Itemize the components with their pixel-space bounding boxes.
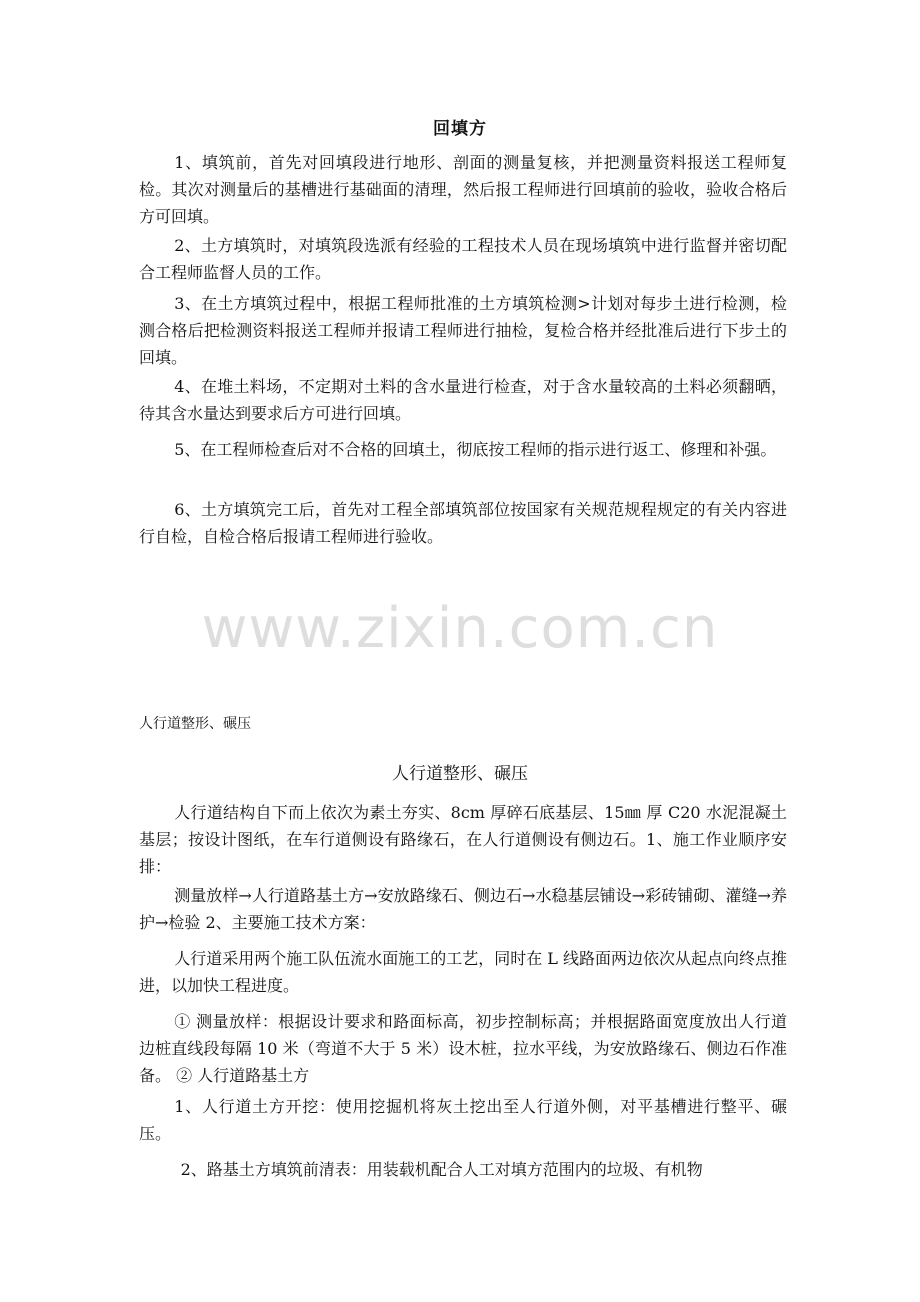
paragraph-6: 6、土方填筑完工后，首先对工程全部填筑部位按国家有关规范规程规定的有关内容进行自检，自检合格后报请工程师进行验收。 <box>139 500 787 546</box>
sidewalk-paragraph-3: 人行道采用两个施工队伍流水面施工的工艺，同时在 L 线路面两边依次从起点向终点推进，以加快工程进度。 <box>139 949 787 995</box>
small-heading-sidewalk: 人行道整形、碾压 <box>139 716 251 732</box>
sidewalk-paragraph-5: 1、人行道土方开挖：使用挖掘机将灰土挖出至人行道外侧，对平基槽进行整平、碾压。 <box>139 1097 787 1143</box>
sidewalk-paragraph-4: ① 测量放样：根据设计要求和路面标高，初步控制标高；并根据路面宽度放出人行道边桩直线段每隔 10 米（弯道不大于 5 米）设木桩，拉水平线，为安放路缘石、侧边石作准备。 ② 人行道路基土方 <box>139 1012 787 1085</box>
paragraph-5: 5、在工程师检查后对不合格的回填土，彻底按工程师的指示进行返工、修理和补强。 <box>174 440 777 459</box>
paragraph-1: 1、填筑前，首先对回填段进行地形、剖面的测量复核，并把测量资料报送工程师复检。其次对测量后的基槽进行基础面的清理，然后报工程师进行回填前的验收，验收合格后方可回填。 <box>139 153 787 226</box>
sidewalk-paragraph-6: 2、路基土方填筑前清表：用装载机配合人工对填方范围内的垃圾、有机物 <box>180 1160 703 1179</box>
paragraph-2: 2、土方填筑时，对填筑段选派有经验的工程技术人员在现场填筑中进行监督并密切配合工程师监督人员的工作。 <box>139 236 787 282</box>
section-title-backfill: 回填方 <box>433 119 487 139</box>
sidewalk-paragraph-2: 测量放样→人行道路基土方→安放路缘石、侧边石→水稳基层铺设→彩砖铺砌、灌缝→养护→检验 2、主要施工技术方案： <box>139 886 787 932</box>
paragraph-4: 4、在堆土料场，不定期对土料的含水量进行检查，对于含水量较高的土料必须翻晒，待其含水量达到要求后方可进行回填。 <box>139 377 787 423</box>
sidewalk-paragraph-1: 人行道结构自下而上依次为素土夯实、8cm 厚碎石底基层、15㎜ 厚 C20 水泥混凝土基层；按设计图纸，在车行道侧设有路缘石，在人行道侧设有侧边石。1、施工作业顺序安排： <box>139 803 787 876</box>
watermark: www.zixin.com.cn <box>201 596 719 661</box>
paragraph-3: 3、在土方填筑过程中，根据工程师批准的土方填筑检测>计划对每步土进行检测，检测合格后把检测资料报送工程师并报请工程师进行抽检，复检合格并经批准后进行下步土的回填。 <box>139 294 787 367</box>
section-title-sidewalk: 人行道整形、碾压 <box>392 764 528 784</box>
